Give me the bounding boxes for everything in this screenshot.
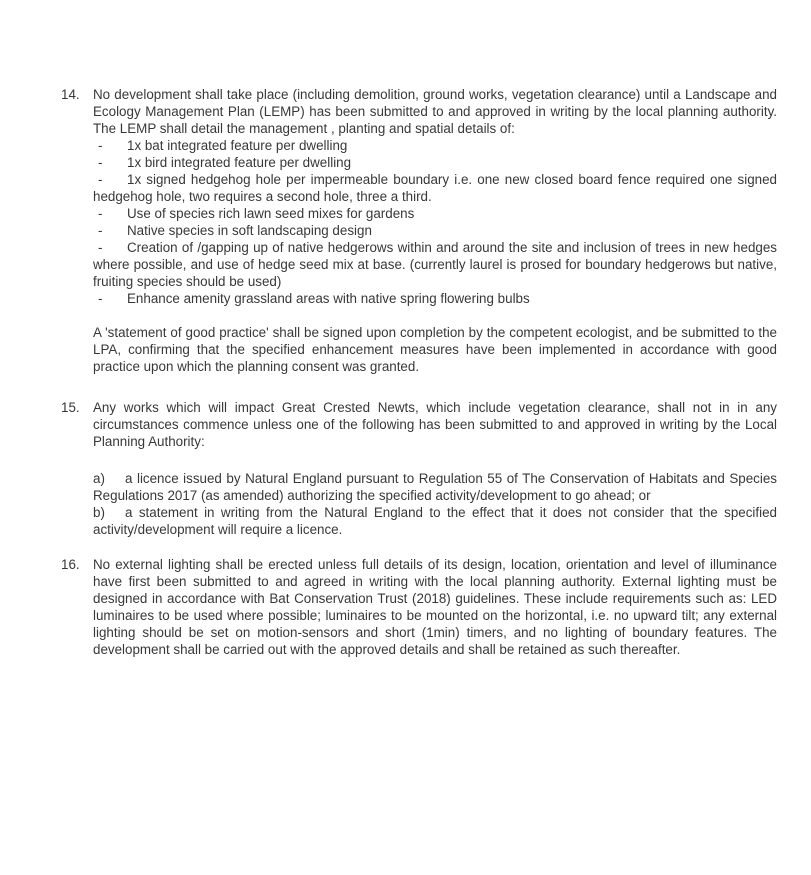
condition-item-15 [61,399,777,538]
condition-16-intro: No external lighting shall be erected unless full details of its design, location, orientation and level of illuminance have first been submitted to and agreed in writing with the local planning authority. External lighting must be designed in accordance with Bat Conservation Trust (2018) guidelines. These include requirements such as: LED luminaires to be used where possible; luminaires to be mounted on the horizontal, i.e. no upward tilt; any external lighting should be set on motion-sensors and short (1min) timers, and no lighting of boundary features. The development shall be carried out with the approved details and shall be retained as such thereafter. [93,557,777,657]
bullet-text: 1x signed hedgehog hole per impermeable boundary i.e. one new closed board fence required one signed hedgehog hole, two requires a second hole, three a third. [93,172,777,204]
condition-body-15 [93,399,777,538]
bullet-item-native-species [93,222,777,239]
bullet-text: Enhance amenity grassland areas with native spring flowering bulbs [127,291,530,306]
condition-number-14: 14. [61,87,80,102]
bullet-text: Creation of /gapping up of native hedgerows within and around the site and inclusion of trees in new hedges where possible, and use of hedge seed mix at base. (currently laurel is prosed for boundary hedgerows but native, fruiting species should be used) [93,240,777,289]
bullet-dash: - [98,206,103,221]
bullet-item-bat [93,137,777,154]
condition-body-14 [93,86,777,375]
bullet-text: Use of species rich lawn seed mixes for gardens [127,206,415,221]
bullet-text: 1x bird integrated feature per dwelling [127,155,352,170]
bullet-dash: - [98,240,103,255]
condition-14-closing: A 'statement of good practice' shall be signed upon completion by the competent ecologist, and be submitted to the LPA, confirming that the specified enhancement measures have been implemented in accordance with good practice upon which the planning consent was granted. [93,325,777,374]
bullet-dash: - [98,291,103,306]
condition-number-16: 16. [61,557,80,572]
sub-item-a-marker: a) [93,471,105,486]
bullet-dash: - [98,155,103,170]
bullet-dash: - [98,223,103,238]
condition-15-intro: Any works which will impact Great Crested Newts, which include vegetation clearance, shall not in in any circumstances commence unless one of the following has been submitted to and approved in writing by the Local Planning Authority: [93,400,777,449]
bullet-item-hedgerows [93,239,777,290]
bullet-item-hedgehog [93,171,777,205]
sub-item-b [93,504,777,538]
bullet-item-lawn-seed [93,205,777,222]
bullet-text: 1x bat integrated feature per dwelling [127,138,348,153]
bullet-dash: - [98,172,103,187]
condition-body-16 [93,556,777,658]
bullet-text: Native species in soft landscaping design [127,223,372,238]
sub-item-b-marker: b) [93,505,105,520]
condition-15-subitems [93,470,777,538]
condition-14-intro: No development shall take place (including demolition, ground works, vegetation clearance) until a Landscape and Ecology Management Plan (LEMP) has been submitted to and approved in writing by the local planning authority. The LEMP shall detail the management , planting and spatial details of: [93,87,777,136]
bullet-item-grassland [93,290,777,307]
sub-item-b-text: a statement in writing from the Natural England to the effect that it does not consider that the specified activity/development will require a licence. [93,505,777,537]
sub-item-a-text: a licence issued by Natural England pursuant to Regulation 55 of The Conservation of Habitats and Species Regulations 2017 (as amended) authorizing the specified activity/development to go ahead; or [93,471,777,503]
sub-item-a [93,470,777,504]
bullet-dash: - [98,138,103,153]
bullet-item-bird [93,154,777,171]
condition-item-14 [61,86,777,375]
condition-number-15: 15. [61,400,80,415]
condition-item-16 [61,556,777,658]
